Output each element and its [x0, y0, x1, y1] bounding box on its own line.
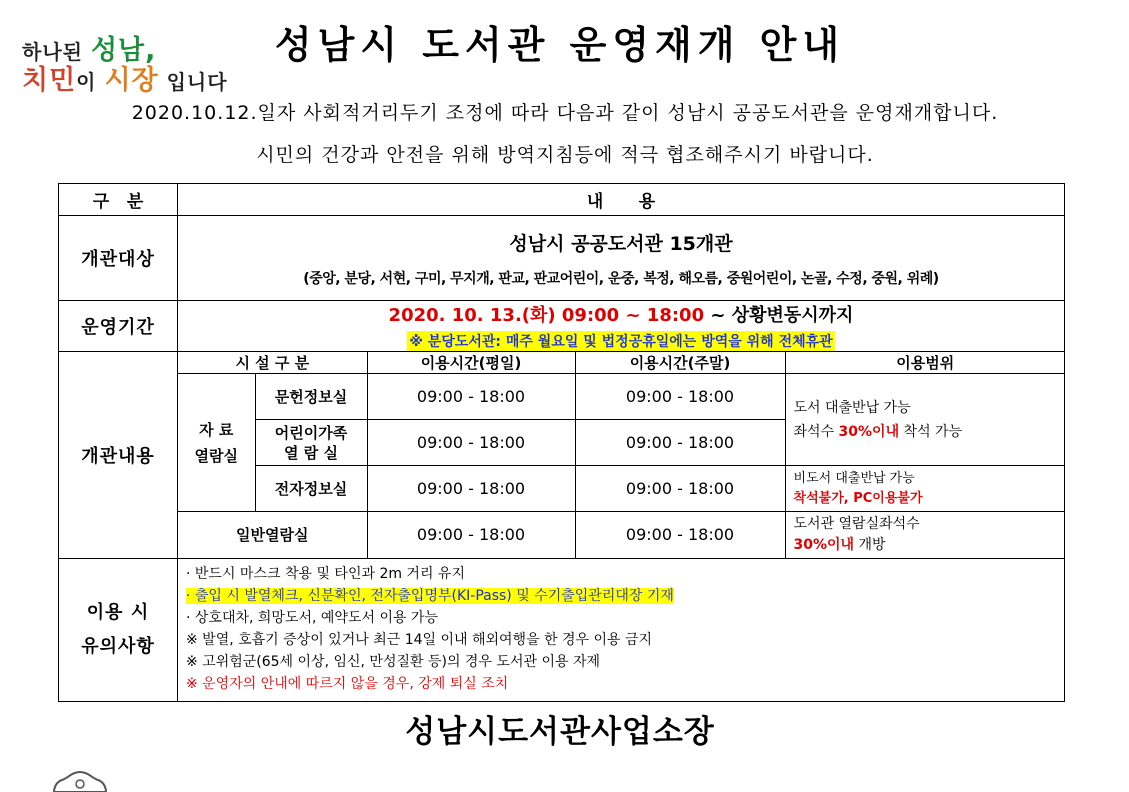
target-label: 개관대상: [59, 216, 178, 301]
facility-name: 문헌정보실: [255, 374, 367, 420]
weekday-time: 09:00 - 18:00: [367, 374, 575, 420]
period-suffix: ~ 상황변동시까지: [704, 305, 854, 326]
note-item: · 출입 시 발열체크, 신분확인, 전자출입명부(KI-Pass) 및 수기출입관리대장 기재: [186, 587, 674, 604]
weekend-time: 09:00 - 18:00: [575, 466, 785, 512]
facility-name: 일반열람실: [178, 512, 367, 558]
note-item: ※ 고위험군(65세 이상, 임신, 만성질환 등)의 경우 도서관 이용 자제: [186, 653, 600, 670]
col-weekday: 이용시간(평일): [367, 352, 575, 374]
page-title: 성남시 도서관 운영재개 안내: [274, 23, 846, 67]
header-content: 내 용: [178, 184, 1065, 216]
period-cell: [178, 301, 1065, 352]
operation-cell: [178, 352, 1065, 559]
note-item: ※ 발열, 호흡기 증상이 있거나 최근 14일 이내 해외여행을 한 경우 이용 금지: [186, 631, 653, 648]
city-slogan-logo: [22, 28, 232, 96]
facility-name: 전자정보실: [255, 466, 367, 512]
target-cell: [178, 216, 1065, 301]
weekend-time: 09:00 - 18:00: [575, 374, 785, 420]
note-item: · 반드시 마스크 착용 및 타인과 2m 거리 유지: [186, 565, 465, 582]
col-range: 이용범위: [785, 352, 1065, 374]
slogan-text: 치민: [22, 65, 77, 96]
range-a: [785, 374, 1065, 466]
range-c: [785, 512, 1065, 558]
range-text: 좌석수: [793, 423, 839, 440]
range-highlight: 착석불가, PC이용불가: [793, 490, 923, 506]
slogan-text: 입니다: [158, 70, 228, 94]
notes-cell: [178, 558, 1065, 701]
range-text: 도서 대출반납 가능: [793, 399, 911, 416]
intro-line: 2020.10.12.일자 사회적거리두기 조정에 따라 다음과 같이 성남시 공공도서관을 운영재개합니다.: [131, 102, 999, 124]
operation-table: [178, 352, 1065, 558]
period-label: 운영기간: [59, 301, 178, 352]
range-text: 착석 가능: [899, 423, 963, 440]
issuer-signature: 성남시도서관사업소장: [405, 714, 715, 750]
range-highlight: 30%이내: [793, 536, 855, 553]
col-facility: 시 설 구 분: [178, 352, 367, 374]
range-b: [785, 466, 1065, 512]
note-item: ※ 운영자의 안내에 따르지 않을 경우, 강제 퇴실 조치: [186, 675, 509, 692]
slogan-text: 이: [76, 70, 105, 94]
weekday-time: 09:00 - 18:00: [367, 420, 575, 466]
slogan-text: 성남,: [90, 35, 157, 66]
slogan-text: 시장: [104, 65, 159, 96]
intro-line: 시민의 건강과 안전을 위해 방역지침등에 적극 협조해주시기 바랍니다.: [256, 144, 874, 166]
weekend-time: 09:00 - 18:00: [575, 512, 785, 558]
target-main: 성남시 공공도서관 15개관: [509, 232, 733, 255]
facility-name: 어린이가족 열 람 실: [255, 420, 367, 466]
note-item: · 상호대차, 희망도서, 예약도서 이용 가능: [186, 609, 438, 626]
period-dates: 2020. 10. 13.(화) 09:00 ~ 18:00: [388, 305, 705, 326]
weekday-time: 09:00 - 18:00: [367, 466, 575, 512]
weekday-time: 09:00 - 18:00: [367, 512, 575, 558]
slogan-text: 하나된: [22, 40, 91, 64]
notes-label: 이용 시 유의사항: [59, 558, 178, 701]
period-notice: ※ 분당도서관: 매주 월요일 및 법정공휴일에는 방역을 위해 전체휴관: [407, 331, 834, 351]
weekend-time: 09:00 - 18:00: [575, 420, 785, 466]
target-list: (중앙, 분당, 서현, 구미, 무지개, 판교, 판교어린이, 운중, 복정, 해오름, 중원어린이, 논골, 수정, 중원, 위례): [303, 270, 939, 287]
range-text: 비도서 대출반납 가능: [793, 470, 915, 486]
info-table: [58, 183, 1065, 702]
range-text: 도서관 열람실좌석수: [793, 515, 920, 532]
range-highlight: 30%이내: [838, 423, 900, 440]
header-category: 구 분: [59, 184, 178, 216]
city-emblem-icon: [50, 770, 110, 792]
range-text: 개방: [854, 536, 886, 553]
col-weekend: 이용시간(주말): [575, 352, 785, 374]
group-label: 자 료 열람실: [178, 374, 255, 512]
operation-label: 개관내용: [59, 352, 178, 559]
